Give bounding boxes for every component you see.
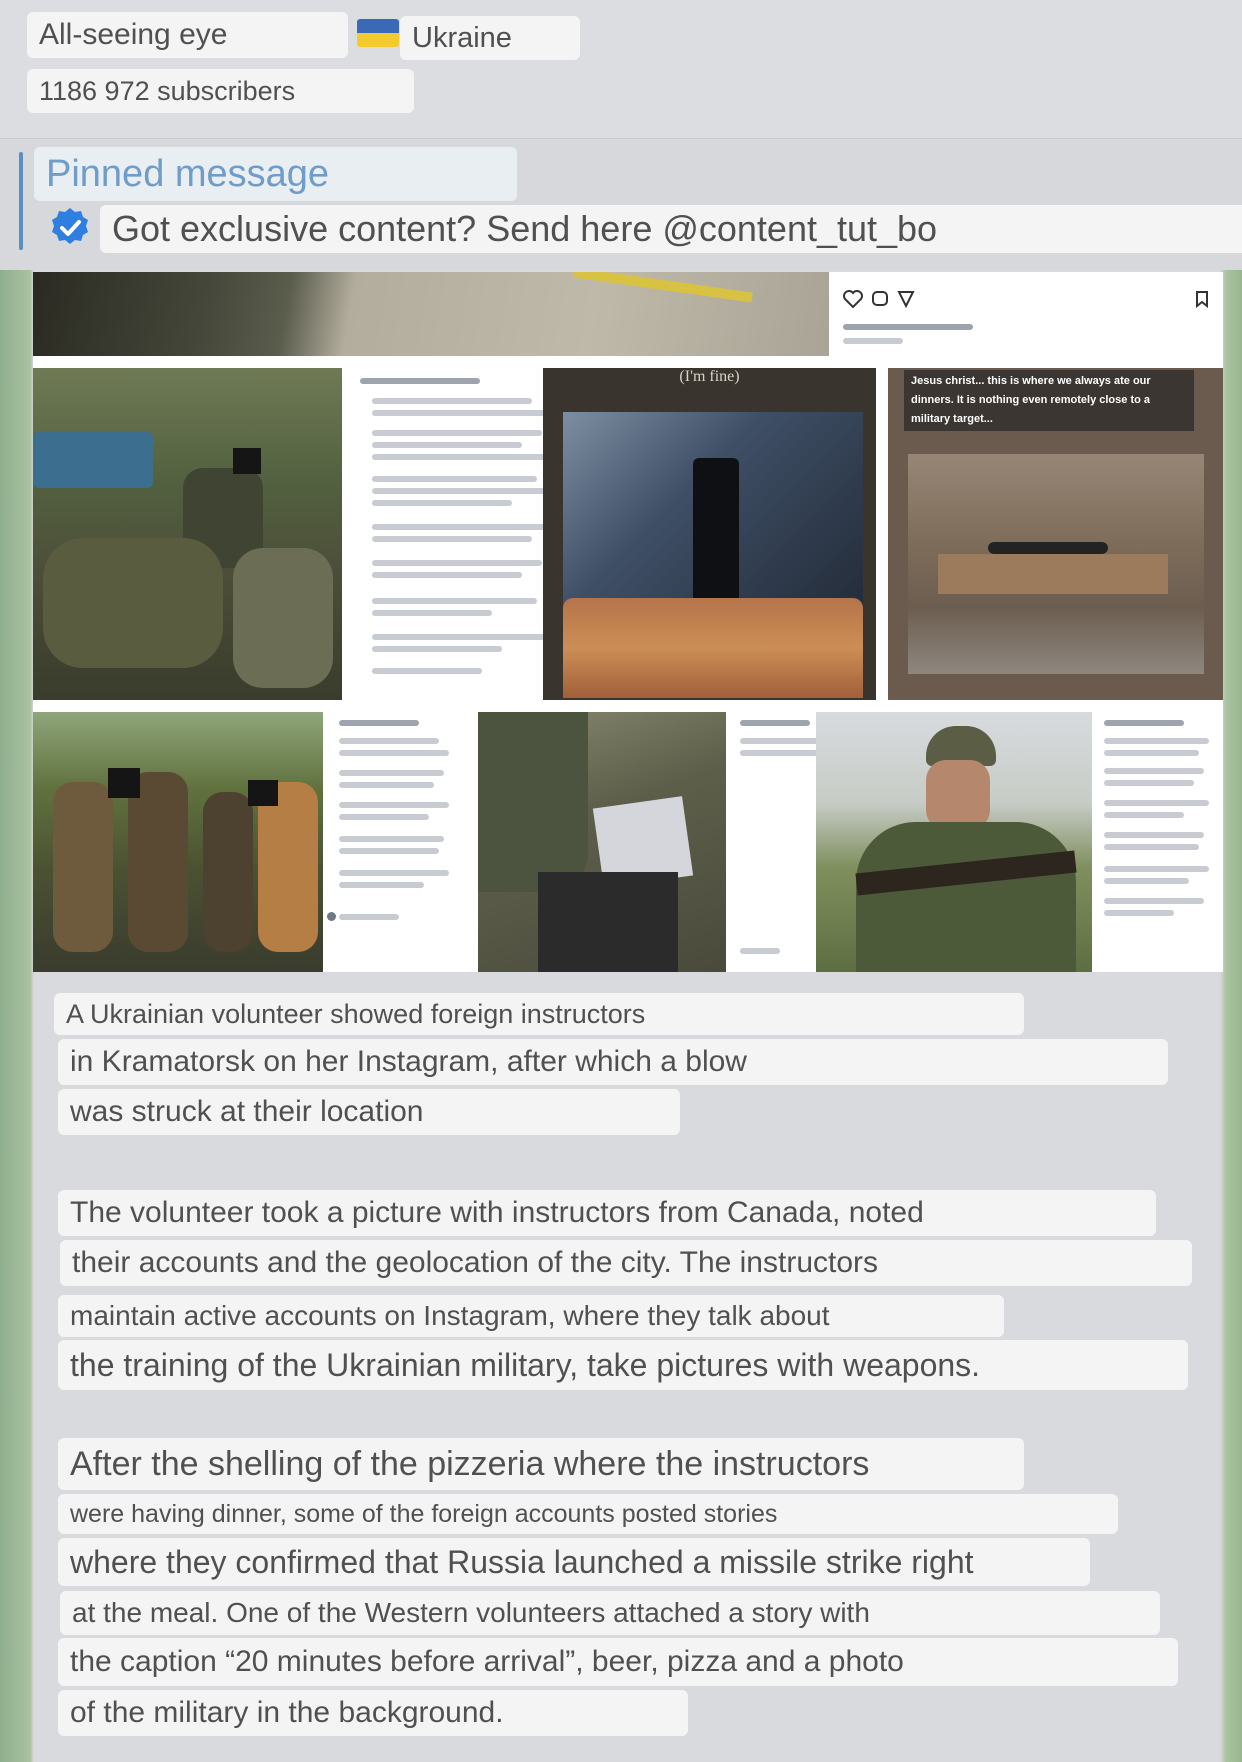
- instagram-comments-1: [342, 368, 575, 700]
- photo-soldiers-field[interactable]: [33, 368, 342, 700]
- comment-icon[interactable]: [871, 290, 889, 308]
- heart-icon[interactable]: [843, 290, 863, 308]
- pinned-text: Got exclusive content? Send here @content_tut_bo: [100, 205, 1242, 253]
- ukraine-flag-icon: [357, 19, 399, 47]
- post-line: maintain active accounts on Instagram, where they talk about: [58, 1295, 1004, 1337]
- post-line: where they confirmed that Russia launched a missile strike right: [58, 1538, 1090, 1586]
- story-pizzeria-dinner[interactable]: [543, 368, 876, 700]
- photo-instructor-rifle[interactable]: [816, 712, 1092, 972]
- instagram-comments-2: [323, 712, 458, 972]
- story-caption: (I'm fine): [679, 368, 740, 385]
- channel-country: Ukraine: [400, 16, 580, 60]
- subscriber-count: 1186 972 subscribers: [27, 69, 414, 113]
- post-line: of the military in the background.: [58, 1690, 688, 1736]
- instagram-post-header: [829, 272, 1223, 356]
- share-icon[interactable]: [897, 290, 915, 308]
- pinned-accent-bar: [19, 152, 23, 250]
- post-line: their accounts and the geolocation of the city. The instructors: [60, 1240, 1192, 1286]
- story-overlay-text: Jesus christ... this is where we always ate our dinners. It is nothing even remotely close to a military target...: [904, 370, 1194, 431]
- story-destroyed-pizzeria[interactable]: [888, 368, 1223, 700]
- post-line: the caption “20 minutes before arrival”, beer, pizza and a photo: [58, 1638, 1178, 1686]
- post-line: was struck at their location: [58, 1089, 680, 1135]
- photo-instructor-laptop[interactable]: [478, 712, 726, 972]
- verified-badge-icon: [48, 206, 92, 250]
- bookmark-icon[interactable]: [1195, 290, 1209, 308]
- post-line: in Kramatorsk on her Instagram, after which a blow: [58, 1039, 1168, 1085]
- photo-top-strip[interactable]: [33, 272, 829, 356]
- post-line: After the shelling of the pizzeria where the instructors: [58, 1438, 1024, 1490]
- pinned-label: Pinned message: [34, 147, 517, 201]
- channel-name[interactable]: All-seeing eye: [27, 12, 348, 58]
- post-line: were having dinner, some of the foreign accounts posted stories: [58, 1494, 1118, 1534]
- post-line: at the meal. One of the Western volunteers attached a story with: [60, 1591, 1160, 1635]
- post-line: A Ukrainian volunteer showed foreign instructors: [54, 993, 1024, 1035]
- instagram-comments-4: [1092, 712, 1223, 972]
- channel-header: [0, 0, 1242, 139]
- post-line: the training of the Ukrainian military, take pictures with weapons.: [58, 1340, 1188, 1390]
- photo-group-instructors[interactable]: [33, 712, 323, 972]
- media-collage[interactable]: [33, 272, 1223, 972]
- post-line: The volunteer took a picture with instructors from Canada, noted: [58, 1190, 1156, 1236]
